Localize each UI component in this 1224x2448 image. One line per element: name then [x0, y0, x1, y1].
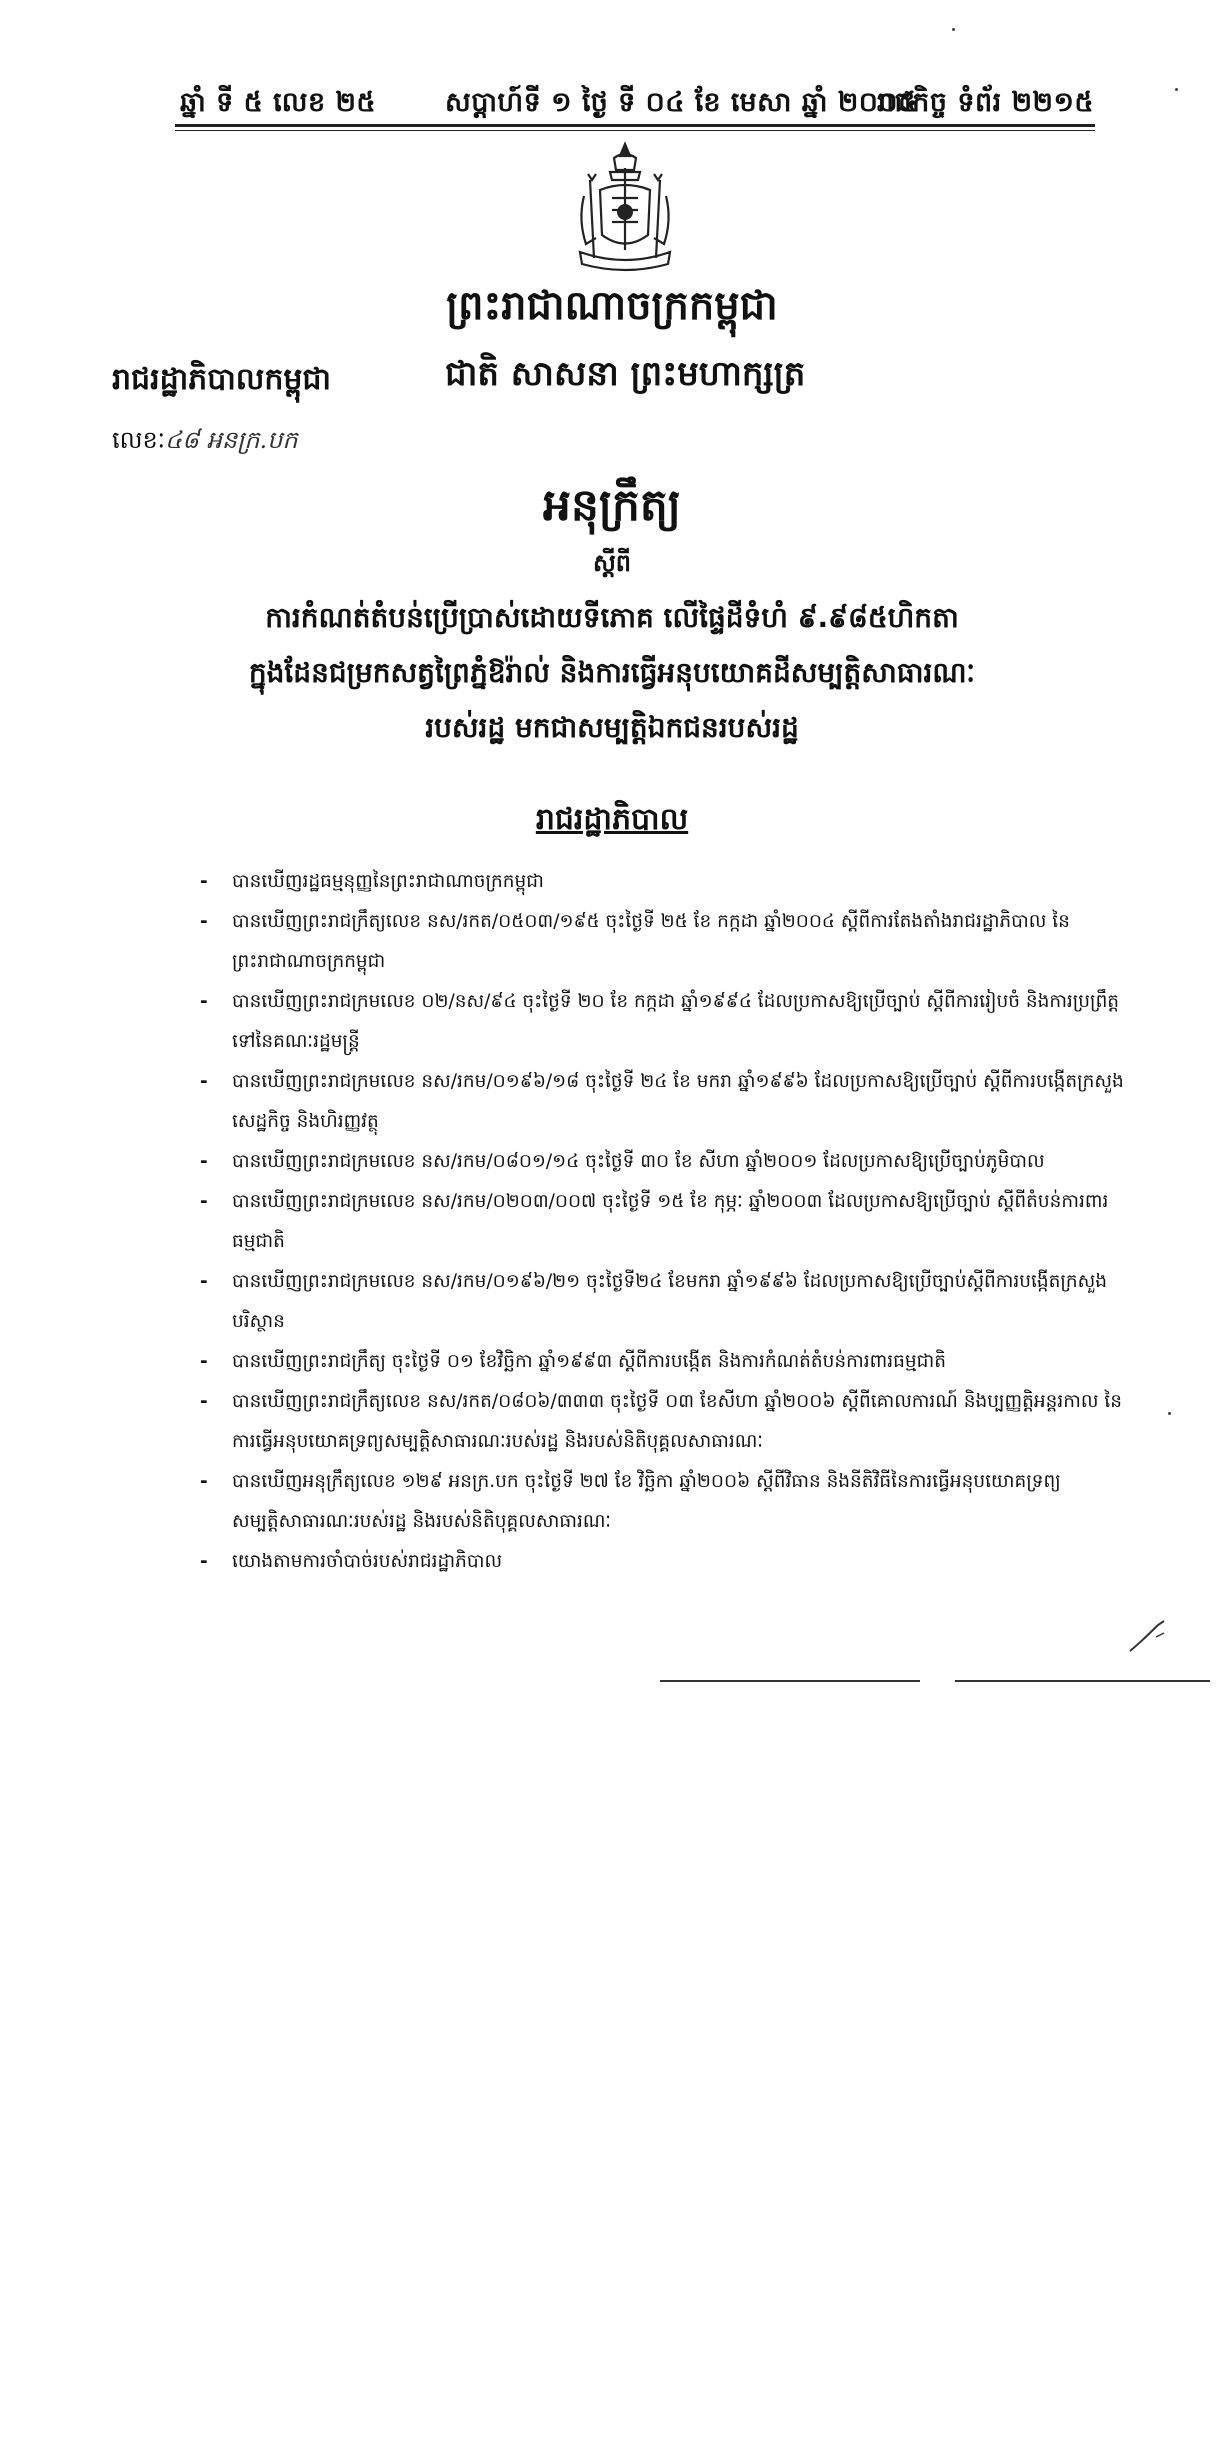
subject-line: របស់រដ្ឋ មកជាសម្បត្តិឯកជនរបស់រដ្ឋ: [425, 711, 799, 744]
document-number-value: ៤៨ អនក្រ.បក: [165, 426, 298, 454]
list-item: - បានឃើញរដ្ឋធម្មនុញ្ញនៃព្រះរាជាណាចក្រកម្ពុជា: [200, 862, 1135, 902]
list-item: - បានឃើញព្រះរាជក្រមលេខ នស/រកម/០១៩៦/១៨ ចុះថ្ងៃទី ២៤ ខែ មករា ឆ្នាំ១៩៩៦ ដែលប្រកាសឱ្យប្រើច្បាប់ ស្តីពីការបង្កើតក្រសួងសេដ្ឋកិច្ច និងហិរញ្ញវត្ថុ: [200, 1062, 1135, 1142]
subject-line: ការកំណត់តំបន់ប្រើប្រាស់ដោយទីភោគ លើផ្ទៃដីទំហំ ៩.៩៨៥ហិកតា: [265, 601, 959, 634]
footer-rule: [955, 1680, 1210, 1682]
list-item: - បានឃើញព្រះរាជក្រមលេខ ០២/នស/៩៤ ចុះថ្ងៃទី ២០ ខែ កក្កដា ឆ្នាំ១៩៩៤ ដែលប្រកាសឱ្យប្រើច្បាប់ ស្តីពីការរៀបចំ និងការប្រព្រឹត្តទៅនៃគណៈរដ្ឋមន្ត្រី: [200, 982, 1135, 1062]
gazette-date: សប្តាហ៍ទី ១ ថ្ងៃ ទី ០៤ ខែ មេសា ឆ្នាំ ២០០៥: [445, 87, 918, 118]
about-label: ស្តីពី: [592, 549, 632, 577]
national-motto: ជាតិ សាសនា ព្រះមហាក្សត្រ: [445, 354, 806, 394]
list-item: - យោងតាមការចាំបាច់របស់រាជរដ្ឋាភិបាល: [200, 1542, 1135, 1582]
section-heading: រាជរដ្ឋាភិបាល: [535, 802, 689, 837]
pen-mark-icon: [1128, 1615, 1168, 1655]
document-title: អនុក្រឹត្យ: [543, 480, 681, 531]
subject-line: ក្នុងដែនជម្រកសត្វព្រៃភ្នំឱរ៉ាល់ និងការធ្វើអនុបយោគដីសម្បត្តិសាធារណៈ: [248, 656, 976, 689]
list-item: - បានឃើញព្រះរាជក្រឹត្យលេខ នស/រកត/០៥០៣/១៩៥ ចុះថ្ងៃទី ២៥ ខែ កក្កដា ឆ្នាំ២០០៤ ស្តីពីការតែងតាំងរាជរដ្ឋាភិបាល នៃព្រះរាជាណាចក្រកម្ពុជា: [200, 902, 1135, 982]
scan-speck: [1175, 88, 1178, 91]
kingdom-name: ព្រះរាជាណាចក្រកម្ពុជា: [446, 282, 778, 329]
scan-speck: [1168, 1412, 1171, 1415]
header-rule-bottom: [175, 130, 1095, 131]
list-item: - បានឃើញព្រះរាជក្រមលេខ នស/រកម/០១៩៦/២១ ចុះថ្ងៃទី២៤ ខែមករា ឆ្នាំ១៩៩៦ ដែលប្រកាសឱ្យប្រើច្បាប់ស្តីពីការបង្កើតក្រសួងបរិស្ថាន: [200, 1262, 1135, 1342]
list-item: - បានឃើញព្រះរាជក្រមលេខ នស/រកម/០២០៣/០០៧ ចុះថ្ងៃទី ១៥ ខែ កុម្ភៈ ឆ្នាំ២០០៣ ដែលប្រកាសឱ្យប្រើច្បាប់ ស្តីពីតំបន់ការពារធម្មជាតិ: [200, 1182, 1135, 1262]
royal-arms-emblem-icon: [560, 140, 690, 275]
considerations-list: [200, 862, 1135, 1582]
government-name: រាជរដ្ឋាភិបាលកម្ពុជា: [112, 362, 331, 397]
header-rule-top: [175, 124, 1095, 127]
list-item: - បានឃើញព្រះរាជក្រឹត្យ ចុះថ្ងៃទី ០១ ខែវិច្ឆិកា ឆ្នាំ១៩៩៣ ស្តីពីការបង្កើត និងការកំណត់តំបន់ការពារធម្មជាតិ: [200, 1342, 1135, 1382]
document-number: [112, 425, 298, 460]
gazette-issue: ឆ្នាំ ទី ៥ លេខ ២៥: [180, 87, 377, 118]
scan-speck: [952, 28, 955, 31]
list-item: - បានឃើញព្រះរាជក្រឹត្យលេខ នស/រកត/០៨០៦/៣៣៣ ចុះថ្ងៃទី ០៣ ខែសីហា ឆ្នាំ២០០៦ ស្តីពីគោលការណ៍ និងប្បញ្ញត្តិអន្តរកាល នៃការធ្វើអនុបយោគទ្រព្យសម្បត្តិសាធារណៈរបស់រដ្ឋ និងរបស់និតិបុគ្គលសាធារណៈ: [200, 1382, 1135, 1462]
list-item: - បានឃើញអនុក្រឹត្យលេខ ១២៩ អនក្រ.បក ចុះថ្ងៃទី ២៧ ខែ វិច្ឆិកា ឆ្នាំ២០០៦ ស្តីពីវិធាន និងនីតិវិធីនៃការធ្វើអនុបយោគទ្រព្យសម្បត្តិសាធារណៈរបស់រដ្ឋ និងរបស់និតិបុគ្គលសាធារណៈ: [200, 1462, 1135, 1542]
footer-rule: [660, 1680, 920, 1682]
document-number-prefix: លេខៈ: [112, 426, 166, 454]
list-item: - បានឃើញព្រះរាជក្រមលេខ នស/រកម/០៨០១/១៤ ចុះថ្ងៃទី ៣០ ខែ សីហា ឆ្នាំ២០០១ ដែលប្រកាសឱ្យប្រើច្បាប់ភូមិបាល: [200, 1142, 1135, 1182]
gazette-page-number: រាជកិច្ច ទំព័រ ២២១៥: [876, 87, 1094, 118]
